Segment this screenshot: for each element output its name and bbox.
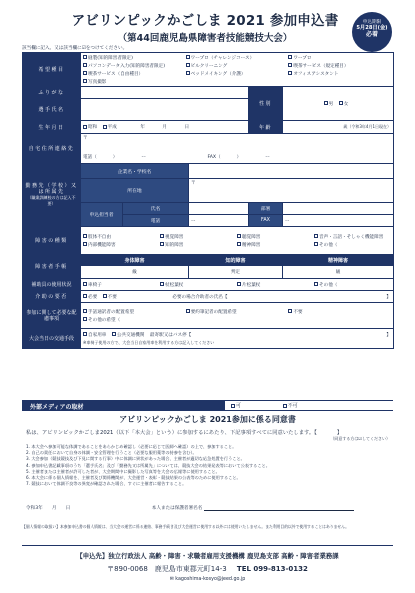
consent-item: 5. 主催者または主催者が許可した者が、大会期間中に撮影した写真等を大会の広報等に使用すること。: [26, 468, 220, 474]
handbook-physical-header: 身体障害: [81, 255, 189, 266]
dept-label: 部署: [249, 203, 283, 215]
row-furigana: [23, 87, 394, 99]
checkbox-icon: [324, 101, 328, 105]
deadline-date: 5月28日(金): [356, 24, 388, 31]
transport-car-option[interactable]: 自家用車: [83, 332, 106, 338]
footer-postal: 〒890-0068 鹿児島市東郡元町14-3: [107, 565, 227, 573]
intellectual-grade-input[interactable]: 判定: [189, 266, 283, 279]
checkbox-icon: [103, 125, 107, 129]
row-consideration: [23, 303, 394, 329]
year-unit: 年: [140, 125, 145, 130]
consideration-grid: [83, 309, 391, 323]
postal-mark: 〒: [83, 136, 88, 141]
consent-date: 令和3年 月 日: [26, 506, 71, 511]
event-option[interactable]: 写真撮影: [83, 79, 182, 85]
checkbox-icon: [83, 242, 87, 246]
phone-fax-line: 電話（ ） ー FAX（ ） ー: [83, 155, 270, 160]
checkbox-icon: [231, 404, 235, 408]
checkbox-icon: [160, 234, 164, 238]
checkbox-icon: [83, 63, 87, 67]
aids-cell: [81, 279, 394, 291]
dob-label: 生年月日: [23, 121, 81, 134]
checkbox-icon: [83, 309, 87, 313]
contact-fax-input[interactable]: ー: [283, 215, 394, 227]
checkbox-icon: [288, 63, 292, 67]
attendant-cell: 必要 不要 必要の場合介助者の氏名【 】: [81, 291, 394, 303]
checkbox-icon: [83, 125, 87, 129]
checkbox-icon: [237, 234, 241, 238]
disability-label: 障害の種類: [23, 227, 81, 255]
contact-phone-label: 電話: [123, 215, 189, 227]
attendant-note: 必要の場合介助者の氏名【: [172, 294, 228, 300]
company-input[interactable]: [189, 164, 394, 179]
physical-grade-input[interactable]: 級: [81, 266, 189, 279]
checkbox-icon: [160, 282, 164, 286]
contact-phone-input[interactable]: ー: [189, 215, 249, 227]
contact-label: 申込担当者: [81, 203, 123, 227]
transport-note: ※車椅子使用の方で、大会当日自家用車を利用する方は記入してください: [83, 339, 215, 345]
gender-cell: [283, 87, 394, 121]
aid-option[interactable]: 車椅子: [83, 282, 156, 288]
footer-contact: [22, 564, 393, 574]
checkbox-icon: [103, 294, 107, 298]
checkbox-icon: [288, 309, 292, 313]
checkbox-icon: [314, 242, 318, 246]
page-title: アビリンピックかごしま 2021 参加申込書: [71, 13, 339, 29]
checkbox-icon: [237, 282, 241, 286]
transport-label: 大会当日の交通手段: [23, 329, 81, 349]
page-subtitle: （第44回鹿児島県障害者技能競技大会）: [117, 33, 293, 44]
consideration-label: 参加に関して必要な配慮事項: [23, 303, 81, 329]
checkbox-icon: [83, 79, 87, 83]
disability-cell: [81, 227, 394, 255]
checkbox-icon: [83, 71, 87, 75]
furigana-label: ふりがな: [23, 87, 81, 99]
consideration-cell: [81, 303, 394, 329]
signature-line[interactable]: [204, 505, 354, 511]
disability-option[interactable]: 知的障害: [160, 242, 233, 248]
checkbox-icon: [186, 63, 190, 67]
attendant-label: 介助の要否: [23, 291, 81, 303]
event-option[interactable]: 喫茶サービス（自由種目）: [83, 71, 182, 77]
instructions: 該当欄に記入、又は該当欄に☑をつけてください。: [22, 46, 128, 51]
row-dob: [23, 121, 394, 134]
event-option[interactable]: ワープロ（チャレンジコース）: [186, 55, 285, 61]
consent-list: [26, 444, 391, 487]
consideration-option[interactable]: 要約筆記者の配置希望: [186, 309, 285, 315]
gender-female-option[interactable]: 女: [339, 101, 349, 107]
handbook-mental-header: 精神障害: [283, 255, 394, 266]
event-option[interactable]: パソコンデータ入力(知的障害者限定): [83, 63, 182, 69]
application-form: [22, 52, 394, 349]
consent-lead: 私は、アビリンピックかごしま2021（以下「本大会」という）に参加するにあたり、下記事項すべてに同意いたします。【 】 （同意する方は☑してください）: [26, 430, 390, 441]
checkbox-icon: [83, 234, 87, 238]
month-unit: 月: [162, 125, 168, 130]
checkbox-icon: [314, 234, 318, 238]
work-label: 勤務先（学校）又は所属先 （職業訓練校の方は記入不要）: [23, 164, 81, 227]
footer-tel: TEL 099-813-0132: [236, 565, 308, 573]
event-option[interactable]: オフィスアシスタント: [288, 71, 387, 77]
row-transport: [23, 329, 394, 349]
event-option[interactable]: ベッドメイキング（介護）: [186, 71, 285, 77]
age-input[interactable]: 歳（令和3年4月1日現在）: [283, 121, 394, 134]
event-option[interactable]: 縫製(知的障害者限定): [83, 55, 182, 61]
location-label: 所在地: [81, 179, 189, 203]
aids-grid: [83, 282, 391, 288]
disability-option[interactable]: 聴覚障害: [237, 234, 310, 240]
consent-title: アビリンピックかごしま 2021参加に係る同意書: [119, 415, 296, 424]
deadline-required: 必着: [365, 30, 378, 38]
handbook-intellectual-header: 知的障害: [189, 255, 283, 266]
deadline-badge: [352, 12, 392, 52]
checkbox-icon: [83, 282, 87, 286]
checkbox-icon: [160, 242, 164, 246]
consideration-option[interactable]: 手話通訳者の配置希望: [83, 309, 182, 315]
contact-name-label: 氏名: [123, 203, 189, 215]
address-label: 自宅住所連絡先: [23, 134, 81, 164]
gender-male-option[interactable]: 男: [324, 101, 334, 107]
consent-item: 7. 競技において体調不良等の異変が確認された場合、すぐに主催者に報告すること。: [26, 481, 187, 487]
contact-fax-label: FAX: [249, 215, 283, 227]
event-option[interactable]: 喫茶サービス（規定種目）: [288, 63, 387, 69]
row-handbook-head: [23, 255, 394, 266]
company-label: 企業名・学校名: [81, 164, 189, 179]
media-ng-option[interactable]: 不可: [283, 402, 298, 409]
checkbox-icon: [237, 242, 241, 246]
row-company: [23, 164, 394, 179]
day-unit: 日: [184, 125, 190, 130]
consent-item: 1. 本大会へ参加可能な体調であることをあらかじめ確認し（必要に応じて医師へ確認）の上で、参加すること。: [26, 444, 237, 449]
dob-input[interactable]: [81, 121, 249, 134]
mental-grade-input[interactable]: 級: [283, 266, 394, 279]
disability-option[interactable]: 肢体不自由: [83, 234, 156, 240]
name-label: 選手氏名: [23, 99, 81, 121]
email-link[interactable]: kagoshima-kosyo@jeed.go.jp: [175, 577, 246, 582]
consideration-option[interactable]: その他の希望（: [83, 317, 182, 323]
checkbox-icon: [112, 332, 116, 336]
email-icon: ✉: [169, 577, 174, 582]
checkbox-icon: [288, 55, 292, 59]
event-option[interactable]: ビルクリーニング: [186, 63, 285, 69]
footer-applicant: 【申込先】独立行政法人 高齢・障害・求職者雇用支援機構 鹿児島支部 高齢・障害者業務課: [76, 552, 339, 560]
signer-label: 本人または保護者署名名: [151, 506, 203, 511]
transport-bus-stop[interactable]: 最寄駅又はバス停【: [149, 332, 192, 338]
event-option[interactable]: ワープロ: [288, 55, 387, 61]
events-label: 希望種目: [23, 53, 81, 87]
furigana-input[interactable]: [81, 87, 249, 99]
disability-option[interactable]: その他（: [314, 242, 387, 248]
events-grid: [83, 55, 391, 85]
consent-item: 6. 本大会に係る個人情報を、主催者及び関係機関が、大会運営・表彰・競技結果の公表等のために使用すること。: [26, 475, 241, 481]
disability-option[interactable]: 視覚障害: [160, 234, 233, 240]
row-address: [23, 134, 394, 164]
transport-cell: 自家用車 公共交通機関 最寄駅又はバス停【 】 ※車椅子使用の方で、大会当日自家用車を利用する方は記入してください: [81, 329, 394, 349]
checkbox-icon: [288, 71, 292, 75]
address-input[interactable]: [81, 134, 394, 164]
checkbox-icon: [314, 282, 318, 286]
disability-grid: [83, 234, 391, 248]
media-label: 外部メディアの取材: [30, 404, 84, 411]
checkbox-icon: [186, 55, 190, 59]
row-aids: [23, 279, 394, 291]
consideration-option[interactable]: 不要: [288, 309, 387, 315]
location-input[interactable]: 〒: [189, 179, 394, 203]
aid-option[interactable]: 杖松葉杖: [160, 282, 233, 288]
footer-email: [22, 577, 393, 582]
row-events: [23, 53, 394, 87]
aids-label: 補助具の使用状況: [23, 279, 81, 291]
row-disability: [23, 227, 394, 255]
checkbox-icon: [83, 317, 87, 321]
checkbox-icon: [83, 294, 87, 298]
aid-option[interactable]: その他（: [314, 282, 387, 288]
disability-option[interactable]: 精神障害: [237, 242, 310, 248]
era-heisei-option[interactable]: 平成: [103, 124, 117, 130]
checkbox-icon: [83, 55, 87, 59]
checkbox-icon: [186, 309, 190, 313]
media-options: [225, 401, 393, 410]
contact-name-input[interactable]: [189, 203, 249, 215]
row-attendant: [23, 291, 394, 303]
media-ok-option[interactable]: 可: [231, 402, 241, 409]
disability-option[interactable]: 内部機能障害: [83, 242, 156, 248]
notebook-label: 障害者手帳: [23, 255, 81, 279]
privacy-note: 【個人情報の取扱い】本参加申込書の個人情報は、当大会の運営に係る連絡、事務手続き及び大会運営に使用する以外には使用いたしません。また利用目的以外で使用することはありません。: [22, 524, 349, 529]
deadline-label: 申込期限: [362, 20, 382, 25]
events-cell: [81, 53, 394, 87]
era-showa-option[interactable]: 昭和: [83, 124, 97, 130]
consent-signature: [26, 505, 391, 511]
footer: [22, 545, 393, 587]
attendant-need-option[interactable]: 必要: [83, 294, 97, 300]
aid-option[interactable]: 片松葉杖: [237, 282, 310, 288]
checkbox-icon: [339, 101, 343, 105]
dept-input[interactable]: [283, 203, 394, 215]
attendant-no-option[interactable]: 不要: [103, 294, 117, 300]
checkbox-icon: [83, 332, 87, 336]
consent-item: 2. 自己の責任において自身の体調・安全管理を行うこと（必要な服用薬等の持参を含む）。: [26, 450, 197, 456]
consent-item: 4. 参加申込書記載事項のうち「選手氏名」及び「勤務先又は所属先」については、競技大会の結果発表等において公表すること。: [26, 462, 270, 468]
transport-public-option[interactable]: 公共交通機関: [112, 332, 145, 338]
name-input[interactable]: [81, 99, 249, 121]
age-label: 年齢: [249, 121, 283, 134]
gender-label: 性別: [249, 87, 283, 121]
checkbox-icon: [186, 71, 190, 75]
disability-option[interactable]: 音声・言語・そしゃく機能障害: [314, 234, 387, 240]
checkbox-icon: [283, 404, 287, 408]
consent-item: 3. 大会参加（競技競技及び下見に関する行事）中に体調に異状があった場合、主催者が適切な応急処置を行うこと。: [26, 456, 245, 462]
